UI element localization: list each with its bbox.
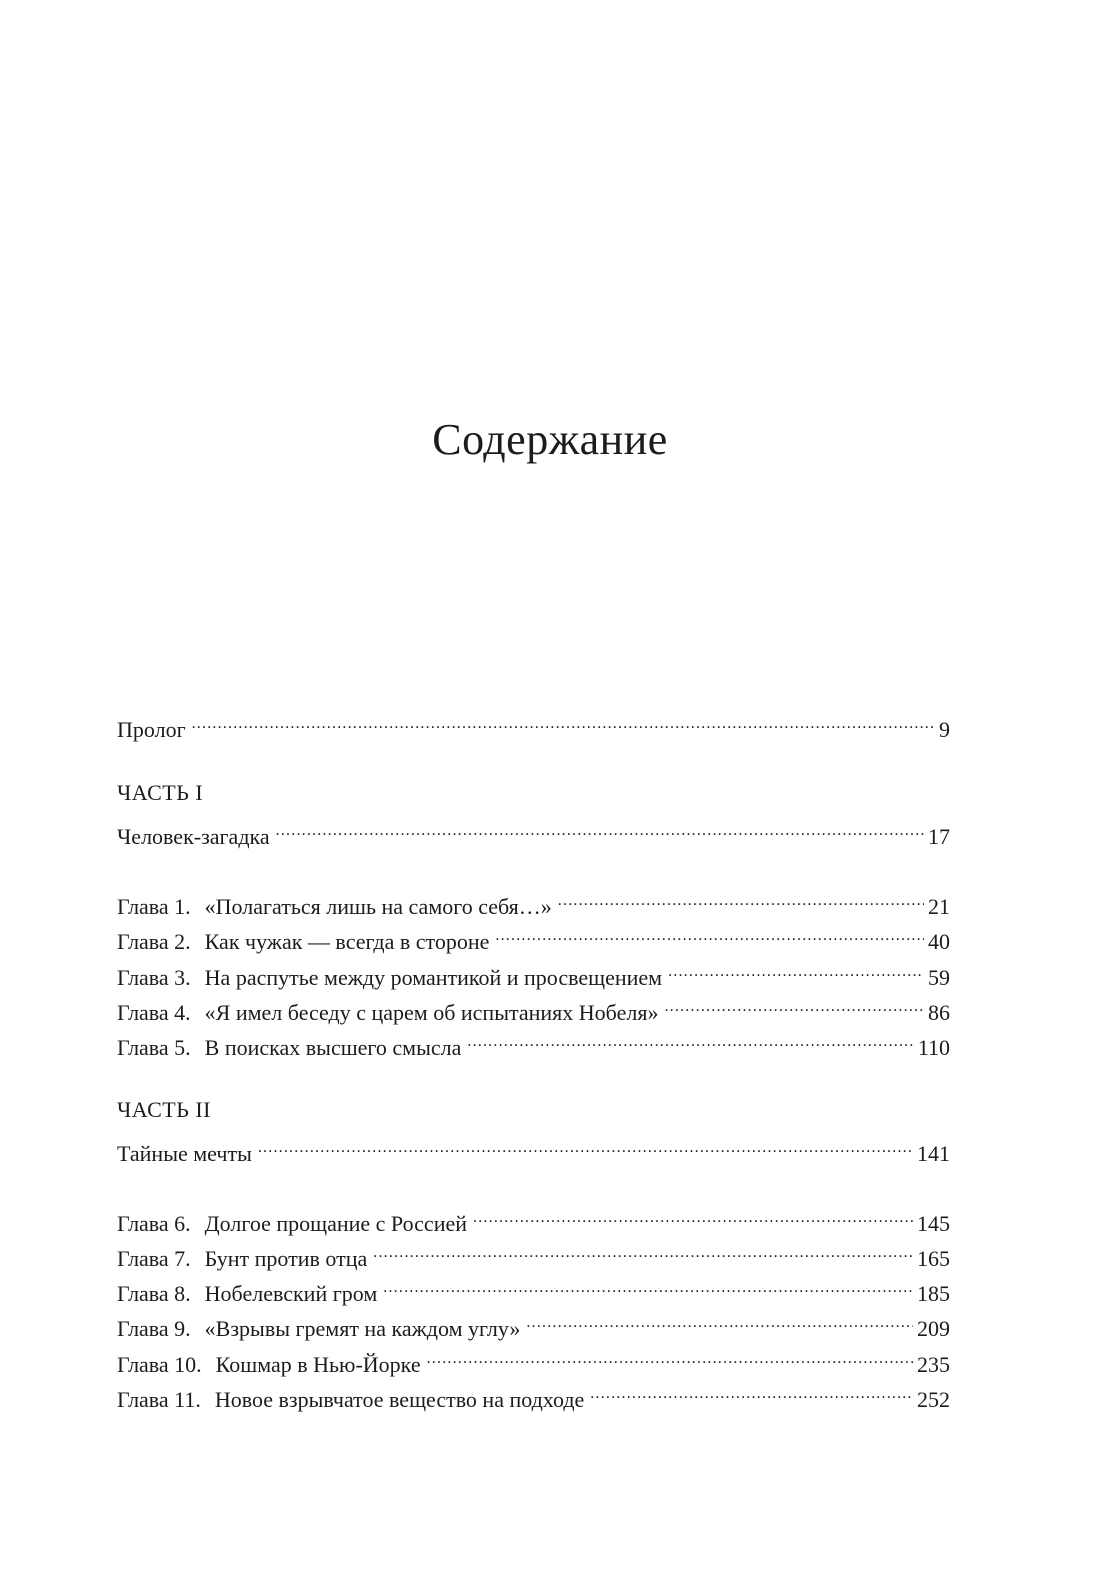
chapter-title: «Я имел беседу с царем об испытаниях Нобеля»	[204, 1000, 659, 1025]
chapter-label: Глава 7.	[117, 1246, 191, 1271]
toc-leader-dots	[192, 707, 935, 737]
toc-entry-chapter-5[interactable]	[117, 1025, 950, 1060]
toc-leader-dots	[276, 814, 924, 844]
toc-entry-part2-intro[interactable]	[117, 1131, 950, 1166]
chapter-title: Нобелевский гром	[204, 1281, 378, 1306]
chapter-label: Глава 1.	[117, 894, 191, 919]
toc-entry-prologue[interactable]	[117, 707, 950, 742]
toc-leader-dots	[258, 1131, 913, 1161]
toc-page-number: 165	[917, 1246, 950, 1271]
toc-entry-chapter-1[interactable]	[117, 884, 950, 919]
toc-page-number: 209	[917, 1316, 950, 1341]
toc-leader-dots	[664, 990, 924, 1020]
chapter-label: Глава 9.	[117, 1316, 191, 1341]
chapter-label: Глава 4.	[117, 1000, 191, 1025]
toc-page-number: 9	[939, 717, 950, 742]
toc-leader-dots	[558, 884, 924, 914]
toc-page-number: 59	[928, 965, 950, 990]
chapter-title: Как чужак — всегда в стороне	[204, 929, 490, 954]
toc-page-number: 141	[917, 1141, 950, 1166]
toc-leader-dots	[373, 1236, 913, 1266]
chapter-title: В поисках высшего смысла	[204, 1035, 462, 1060]
toc-page-number: 86	[928, 1000, 950, 1025]
toc-leader-dots	[467, 1025, 913, 1055]
toc-leader-dots	[495, 919, 924, 949]
chapter-label: Глава 2.	[117, 929, 191, 954]
toc-leader-dots	[383, 1271, 913, 1301]
toc-leader-dots	[473, 1201, 913, 1231]
toc-entry-chapter-6[interactable]	[117, 1201, 950, 1236]
toc-entry-chapter-9[interactable]	[117, 1306, 950, 1341]
toc-page-number: 185	[917, 1281, 950, 1306]
toc-page-number: 17	[928, 824, 950, 849]
chapter-title: Новое взрывчатое вещество на подходе	[214, 1387, 585, 1412]
toc-page-number: 21	[928, 894, 950, 919]
chapter-title: Долгое прощание с Россией	[204, 1211, 468, 1236]
toc-entry-chapter-7[interactable]	[117, 1236, 950, 1271]
chapter-label: Глава 3.	[117, 965, 191, 990]
toc-entry-part1-intro[interactable]	[117, 814, 950, 849]
chapter-label: Глава 11.	[117, 1387, 201, 1412]
toc-leader-dots	[427, 1342, 913, 1372]
toc-leader-dots	[526, 1306, 913, 1336]
chapter-title: На распутье между романтикой и просвещением	[204, 965, 663, 990]
toc-leader-dots	[590, 1377, 913, 1407]
toc-entry-chapter-2[interactable]	[117, 919, 950, 954]
toc-entry-chapter-11[interactable]	[117, 1377, 950, 1412]
toc-entry-chapter-10[interactable]	[117, 1342, 950, 1377]
toc-leader-dots	[668, 955, 924, 985]
chapter-label: Глава 8.	[117, 1281, 191, 1306]
part-heading-2: ЧАСТЬ II	[117, 1097, 211, 1122]
chapter-title: «Взрывы гремят на каждом углу»	[204, 1316, 521, 1341]
toc-entry-title: Тайные мечты	[117, 1141, 252, 1166]
toc-entry-title: Пролог	[117, 717, 186, 742]
toc-page-number: 252	[917, 1387, 950, 1412]
chapter-title: Бунт против отца	[204, 1246, 368, 1271]
toc-page-number: 145	[917, 1211, 950, 1236]
toc-page-number: 40	[928, 929, 950, 954]
toc-entry-chapter-3[interactable]	[117, 955, 950, 990]
chapter-label: Глава 10.	[117, 1352, 202, 1377]
toc-entry-title: Человек-загадка	[117, 824, 270, 849]
toc-entry-chapter-4[interactable]	[117, 990, 950, 1025]
page-title: Содержание	[432, 415, 668, 464]
chapter-title: «Полагаться лишь на самого себя…»	[204, 894, 552, 919]
chapter-label: Глава 5.	[117, 1035, 191, 1060]
toc-page-number: 235	[917, 1352, 950, 1377]
chapter-title: Кошмар в Нью-Йорке	[215, 1352, 421, 1377]
toc-entry-chapter-8[interactable]	[117, 1271, 950, 1306]
toc-page-number: 110	[917, 1035, 950, 1060]
chapter-label: Глава 6.	[117, 1211, 191, 1236]
part-heading-1: ЧАСТЬ I	[117, 780, 204, 805]
